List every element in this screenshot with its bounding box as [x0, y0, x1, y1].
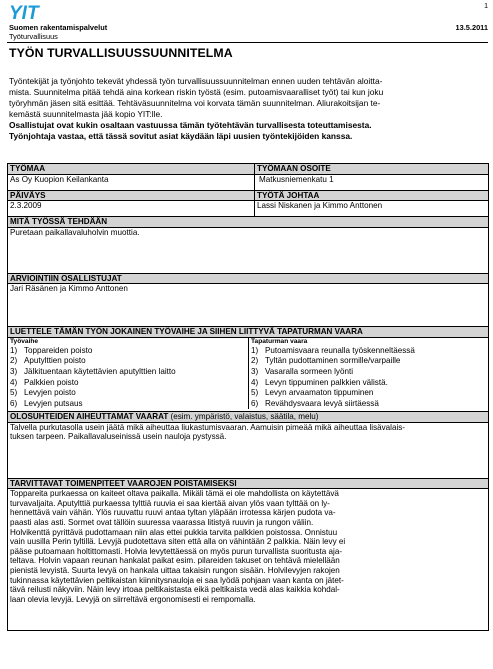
- measures-line: tävä reilusti näkyviin. Näin levy irtoaa peltikaistasta eikä peltikaista vedä alas kaikkia kohdal-: [10, 585, 340, 595]
- task-value[interactable]: Puretaan paikallavaluholvin muottia.: [8, 227, 489, 273]
- measures-label: TARVITTAVAT TOIMENPITEET VAAROJEN POISTAMISEKSI: [8, 478, 489, 489]
- conditions-hint: (esim. ympäristö, valaistus, säätila, melu): [170, 411, 319, 421]
- supervisor-value[interactable]: Lassi Niskanen ja Kimmo Anttonen: [255, 201, 489, 217]
- item-number: 6): [10, 398, 18, 408]
- date-value[interactable]: 2.3.2009: [8, 201, 255, 217]
- item-number: 3): [10, 366, 18, 376]
- intro-line: kemästä suunnitelmasta jää kopio YIT:lle.: [9, 109, 163, 119]
- measures-value[interactable]: [8, 489, 489, 631]
- item-text: Putoamisvaara reunalla työskenneltäessä: [265, 345, 415, 355]
- phases-hazards-cell: [8, 337, 489, 411]
- list-item[interactable]: [10, 346, 246, 357]
- hazards-heading: Tapaturman vaara: [251, 337, 308, 345]
- page-number: 1: [484, 3, 488, 10]
- page-title: TYÖN TURVALLISUUSSUUNNITELMA: [9, 46, 233, 60]
- item-text: Levyjen putsaus: [24, 398, 83, 408]
- list-item[interactable]: [10, 399, 246, 410]
- item-text: Tyltän pudottaminen sormille/varpaille: [265, 356, 401, 366]
- item-text: Vasaralla sormeen lyönti: [265, 366, 354, 376]
- hazards-list: [251, 346, 486, 410]
- conditions-line: tuksen tarpeen. Paikallavaluseinissä usein nauloja pystyssä.: [10, 432, 227, 442]
- measures-line: pääse putoamaan holtittomasti. Holvia levytettäessä on myös purun turvallista suoritusta aja-: [10, 546, 343, 556]
- item-text: Levyn arvaamaton tippuminen: [265, 388, 374, 398]
- task-label: MITÄ TYÖSSÄ TEHDÄÄN: [8, 217, 489, 228]
- list-item[interactable]: [251, 346, 486, 357]
- item-number: 5): [251, 388, 259, 398]
- item-number: 1): [251, 345, 259, 355]
- item-number: 5): [10, 388, 18, 398]
- intro-line: mista. Suunnitelma pitää tehdä aina korkean riskin työstä (esim. putoamisvaaralliset työt) tai kun joku: [9, 87, 384, 97]
- intro-text: [9, 76, 487, 142]
- date-label: PÄIVÄYS: [8, 190, 255, 201]
- list-item[interactable]: [251, 356, 486, 367]
- list-item[interactable]: [10, 356, 246, 367]
- item-text: Levyjen poisto: [24, 388, 76, 398]
- item-text: Toppareiden poisto: [24, 345, 93, 355]
- measures-line: Toppareita purkaessa on kaiteet oltava paikalla. Mikäli tämä ei ole mahdollista on käytettävä: [10, 489, 339, 499]
- address-value[interactable]: Matkusniemenkatu 1: [255, 174, 489, 190]
- department-name: Työturvallisuus: [9, 32, 58, 41]
- item-text: Jälkituentaan käytettävien aputylttien laitto: [24, 366, 176, 376]
- work-phases-list: [10, 346, 246, 410]
- address-label: TYÖMAAN OSOITE: [255, 164, 489, 175]
- phases-label: LUETTELE TÄMÄN TYÖN JOKAINEN TYÖVAIHE JA SIIHEN LIITTYVÄ TAPATURMAN VAARA: [8, 327, 489, 338]
- item-number: 6): [251, 398, 259, 408]
- work-phases-column: [8, 338, 248, 409]
- conditions-label: OLOSUHTEIDEN AIHEUTTAMAT VAARAT: [10, 411, 169, 421]
- list-item[interactable]: [10, 388, 246, 399]
- work-phases-heading: Työvaihe: [10, 337, 39, 345]
- measures-line: vain uusilla Perin tyltillä. Levyjä pudotettava siten että alla on vähintään 2 palkkia. Näin levy ei: [10, 537, 346, 547]
- worksite-label: TYÖMAA: [8, 164, 255, 175]
- item-text: Revähdysvaara levyä siirtäessä: [265, 398, 379, 408]
- participants-label: ARVIOINTIIN OSALLISTUJAT: [8, 273, 489, 284]
- yit-logo: [9, 3, 59, 21]
- document-date: 13.5.2011: [455, 23, 488, 32]
- header-divider: [7, 42, 488, 43]
- list-item[interactable]: [251, 388, 486, 399]
- intro-line: työryhmän jäsen sitä esittää. Tehtäväsuunnitelma voi korvata tämän suunnitelman. Aliurakoitsijan te-: [9, 98, 381, 108]
- intro-bold-line: Osallistujat ovat kukin osaltaan vastuussa tämän työtehtävän turvallisesta toteuttamisesta.: [9, 120, 372, 130]
- measures-line: laan olevia levyjä. Levyjä on siirreltävä ergonomisesti ei rempomalla.: [10, 594, 256, 604]
- worksite-value[interactable]: As Oy Kuopion Keilankanta: [8, 174, 255, 190]
- item-number: 2): [10, 356, 18, 366]
- item-text: Palkkien poisto: [24, 377, 79, 387]
- list-item[interactable]: [10, 367, 246, 378]
- hazards-column: [248, 338, 488, 409]
- item-number: 4): [10, 377, 18, 387]
- item-number: 4): [251, 377, 259, 387]
- measures-line: hennettävä vain vähän. Ylös ruuvattu ruuvi antaa tyltan yläpään irrotessa kärjen pudota va-: [10, 508, 336, 518]
- list-item[interactable]: [251, 367, 486, 378]
- item-text: Aputylttien poisto: [24, 356, 86, 366]
- list-item[interactable]: [10, 378, 246, 389]
- supervisor-label: TYÖTÄ JOHTAA: [255, 190, 489, 201]
- measures-line: teltava. Holvin vapaan reunan hankalat paikat esim. pilareiden takuset on tehtävä mielellään: [10, 556, 340, 566]
- item-number: 1): [10, 345, 18, 355]
- intro-line: Työntekijät ja työnjohto tekevät yhdessä työn turvallisuussuunnitelman ennen uuden tehtävän aloitta-: [9, 76, 383, 86]
- intro-bold-line: Työnjohtaja vastaa, että tässä sovitut asiat käydään läpi uusien työntekijöiden kanssa.: [9, 131, 353, 141]
- list-item[interactable]: [251, 399, 486, 410]
- item-text: Levyn tippuminen palkkien välistä.: [265, 377, 388, 387]
- conditions-line: Talvella purkutasolla usein jäätä mikä aiheuttaa liukastumisvaaran. Aamuisin pimeää mikä aiheuttaa lisävalais-: [10, 422, 406, 432]
- measures-line: Holvikenttä pyrittävä pudottamaan niin alas ettei pukkia tarvita palkkien poistossa. Onnistuu: [10, 527, 338, 537]
- measures-line: paasti alas asti. Sormet ovat tällöin suuressa vaarassa litistyä ruuvin ja rungon väliin.: [10, 517, 314, 527]
- list-item[interactable]: [251, 378, 486, 389]
- conditions-header: [8, 411, 489, 422]
- safety-plan-form: [7, 163, 489, 631]
- measures-line: turvavaljaita. Aputylttiä purkaessa tylttiä ruuvia ei saa kiertää aivan ylös vaan tylttää on ly-: [10, 498, 330, 508]
- participants-value[interactable]: Jari Räsänen ja Kimmo Anttonen: [8, 284, 489, 327]
- organization-name: Suomen rakentamispalvelut: [9, 23, 108, 32]
- item-number: 2): [251, 356, 259, 366]
- measures-line: tukinnassa käytettävien peltikaistan kiinnitysnauloja ei saa lyödä pohjaan vaan kanta on jätet-: [10, 575, 344, 585]
- conditions-value[interactable]: [8, 422, 489, 478]
- measures-line: pienistä levyistä. Suurta levyä on hankala uittaa takaisin rungon sisään. Holvilevyjen rakojen: [10, 565, 340, 575]
- logo-text: YIT: [9, 3, 39, 21]
- item-number: 3): [251, 366, 259, 376]
